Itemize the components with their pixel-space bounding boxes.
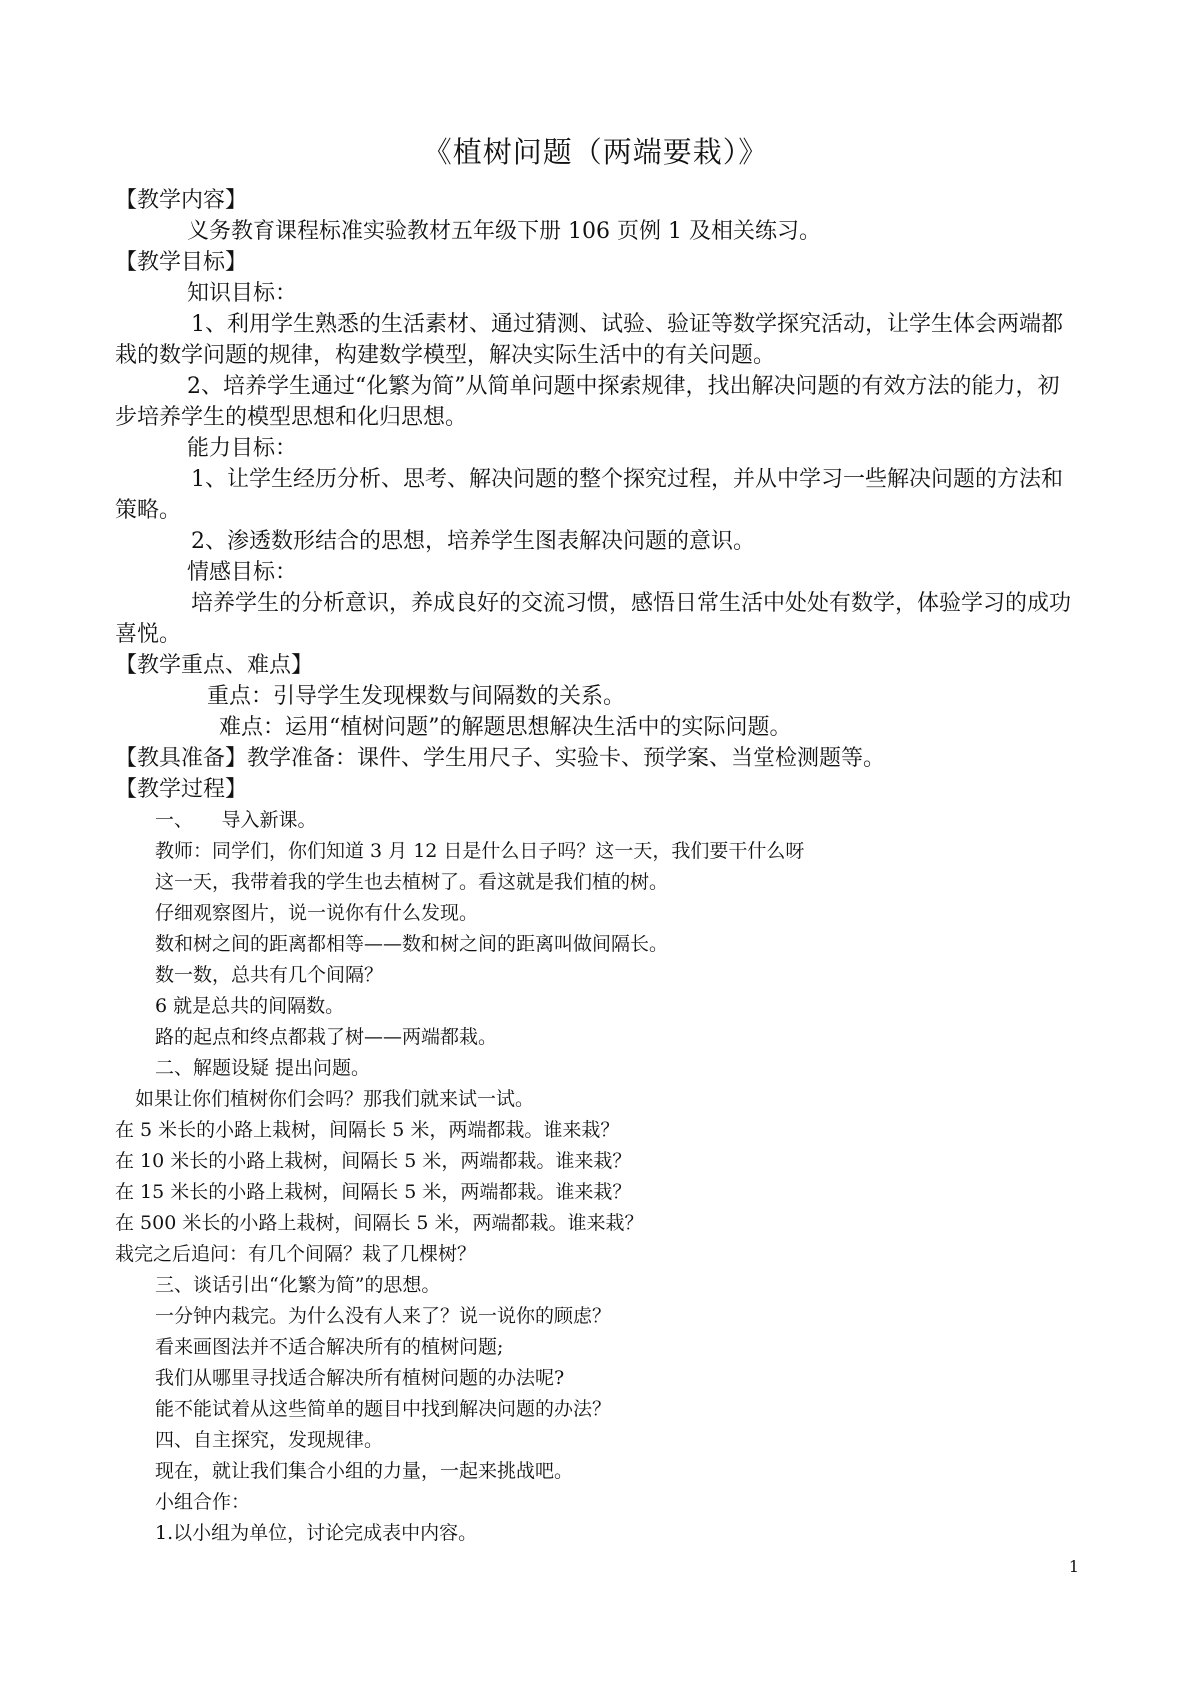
process-text: 如果让你们植树你们会吗？那我们就来试一试。 <box>135 1088 535 1110</box>
process-text: 仔细观察图片，说一说你有什么发现。 <box>155 902 479 924</box>
ability-goal-2: 2、渗透数形结合的思想，培养学生图表解决问题的意识。 <box>191 529 755 554</box>
process-text: 教师：同学们，你们知道 3 月 12 日是什么日子吗？这一天，我们要干什么呀 <box>155 840 805 862</box>
process-text: 1.以小组为单位，讨论完成表中内容。 <box>155 1522 478 1544</box>
process-step-1: 一、 导入新课。 <box>155 809 317 831</box>
process-text: 我们从哪里寻找适合解决所有植树问题的办法呢? <box>155 1367 565 1389</box>
process-text: 在 10 米长的小路上栽树，间隔长 5 米，两端都栽。谁来栽？ <box>115 1150 632 1172</box>
process-text: 一分钟内栽完。为什么没有人来了？说一说你的顾虑？ <box>155 1305 612 1327</box>
content-text: 义务教育课程标准实验教材五年级下册 106 页例 1 及相关练习。 <box>187 219 821 244</box>
difficult-point: 难点：运用“植树问题”的解题思想解决生活中的实际问题。 <box>219 715 792 740</box>
emotion-goal: 培养学生的分析意识，养成良好的交流习惯，感悟日常生活中处处有数学，体验学习的成功喜悦。 <box>115 591 1072 647</box>
document-title: 《植树问题（两端要栽）》 <box>422 135 769 169</box>
process-text: 路的起点和终点都栽了树——两端都栽。 <box>155 1026 498 1048</box>
process-text: 在 15 米长的小路上栽树，间隔长 5 米，两端都栽。谁来栽？ <box>115 1181 632 1203</box>
knowledge-goal-2: 2、培养学生通过“化繁为简”从简单问题中探索规律，找出解决问题的有效方法的能力，初步培养学生的模型思想和化归思想。 <box>115 374 1060 430</box>
process-step-2: 二、解题设疑 提出问题。 <box>155 1057 371 1079</box>
subheading-ability: 能力目标： <box>187 436 298 461</box>
process-text: 这一天，我带着我的学生也去植树了。看这就是我们植的树。 <box>155 871 669 893</box>
process-step-3: 三、谈话引出“化繁为简”的思想。 <box>155 1274 441 1296</box>
section-heading-goals: 【教学目标】 <box>115 250 248 275</box>
document-body <box>115 185 1075 1549</box>
process-text: 栽完之后追问：有几个间隔？栽了几棵树？ <box>115 1243 477 1265</box>
key-point: 重点：引导学生发现棵数与间隔数的关系。 <box>207 684 626 709</box>
knowledge-goal-1: 1、利用学生熟悉的生活素材、通过猜测、试验、验证等数学探究活动，让学生体会两端都栽的数学问题的规律，构建数学模型，解决实际生活中的有关问题。 <box>115 312 1064 368</box>
process-text: 小组合作： <box>155 1491 251 1513</box>
section-heading-key-points: 【教学重点、难点】 <box>115 653 314 678</box>
process-text: 数和树之间的距离都相等——数和树之间的距离叫做间隔长。 <box>155 933 669 955</box>
subheading-emotion: 情感目标： <box>187 560 298 585</box>
process-step-4: 四、自主探究，发现规律。 <box>155 1429 384 1451</box>
ability-goal-1: 1、让学生经历分析、思考、解决问题的整个探究过程，并从中学习一些解决问题的方法和策略。 <box>115 467 1064 523</box>
process-text: 在 5 米长的小路上栽树，间隔长 5 米，两端都栽。谁来栽？ <box>115 1119 620 1141</box>
process-text: 在 500 米长的小路上栽树，间隔长 5 米，两端都栽。谁来栽？ <box>115 1212 644 1234</box>
process-text: 能不能试着从这些简单的题目中找到解决问题的办法？ <box>155 1398 612 1420</box>
process-text: 数一数，总共有几个间隔？ <box>155 964 384 986</box>
section-heading-content: 【教学内容】 <box>115 188 248 213</box>
page-number: 1 <box>1068 1557 1079 1576</box>
process-text: 6 就是总共的间隔数。 <box>155 995 345 1017</box>
process-text: 现在，就让我们集合小组的力量，一起来挑战吧。 <box>155 1460 574 1482</box>
section-heading-materials: 【教具准备】教学准备：课件、学生用尺子、实验卡、预学案、当堂检测题等。 <box>115 746 886 771</box>
process-text: 看来画图法并不适合解决所有的植树问题; <box>155 1336 504 1358</box>
section-heading-process: 【教学过程】 <box>115 777 248 802</box>
subheading-knowledge: 知识目标： <box>187 281 298 306</box>
